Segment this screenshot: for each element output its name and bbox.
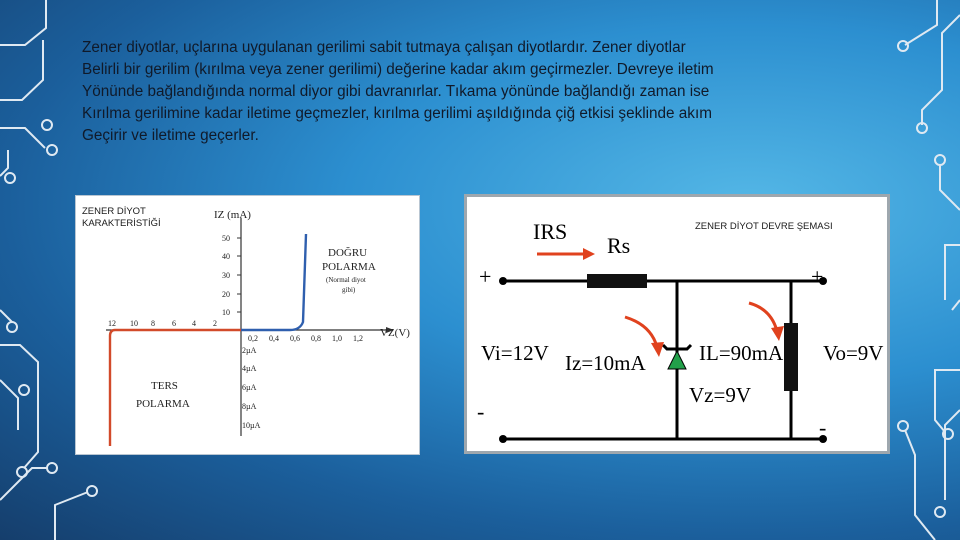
neg-x-tick-label: 8 (151, 319, 155, 328)
output-voltage-label: Vo=9V (823, 341, 884, 365)
input-terminal-top (499, 277, 507, 285)
input-voltage-label: Vi=12V (481, 341, 549, 365)
y-tick-label: 20 (222, 290, 230, 299)
neg-x-tick-label: 6 (172, 319, 176, 328)
load-current-label: IL=90mA (699, 341, 784, 365)
intro-line: Yönünde bağlandığında normal diyor gibi davranırlar. Tıkama yönünde bağlandığı zaman ise (82, 83, 710, 100)
forward-bias-label: DOĞRU (328, 247, 368, 259)
zener-current-label: Iz=10mA (565, 351, 646, 375)
caption-line: KARAKTERİSTİĞİ (82, 218, 161, 229)
iz-arrowhead (651, 342, 664, 357)
irs-arrowhead (583, 248, 595, 260)
y-tick-label: 30 (222, 271, 230, 280)
input-terminal-bottom (499, 435, 507, 443)
y-tick-label: 10 (222, 308, 230, 317)
reverse-current-tick: 6µA (242, 383, 257, 392)
series-resistor (587, 274, 647, 288)
intro-line: Belirli bir gerilim (kırılma veya zener gerilimi) değerine kadar akım geçirmezler. Devreye iletim (82, 61, 714, 78)
zener-diode-symbol (668, 351, 686, 369)
forward-bias-curve (241, 234, 306, 330)
neg-x-tick-label: 2 (213, 319, 217, 328)
y-tick-label: 40 (222, 252, 230, 261)
caption-line: ZENER DİYOT (82, 206, 146, 217)
reverse-current-tick: 4µA (242, 364, 257, 373)
forward-bias-note: gibi) (342, 286, 356, 294)
rs-label: Rs (607, 233, 631, 258)
circuit-caption: ZENER DİYOT DEVRE ŞEMASI (695, 221, 833, 232)
forward-bias-note: (Normal diyot (326, 276, 366, 284)
reverse-current-tick: 10µA (242, 421, 261, 430)
intro-line: Zener diyotlar, uçlarına uygulanan gerilimi sabit tutmaya çalışan diyotlardır. Zener diyotlar (82, 39, 686, 56)
reverse-current-tick: 2µA (242, 346, 257, 355)
load-resistor (784, 323, 798, 391)
pos-x-tick-label: 0,2 (248, 334, 258, 343)
neg-x-tick-label: 12 (108, 319, 116, 328)
pos-x-tick-label: 1,0 (332, 334, 342, 343)
output-minus-label: - (819, 415, 827, 440)
y-axis-label: IZ (mA) (214, 209, 251, 221)
reverse-bias-label: POLARMA (136, 398, 190, 410)
il-arrow (749, 303, 777, 331)
neg-x-tick-label: 4 (192, 319, 196, 328)
x-axis-label: VZ(V) (380, 327, 410, 339)
zener-circuit-figure (464, 194, 890, 454)
circuit-diagram (467, 197, 887, 451)
intro-line: Kırılma gerilimine kadar iletime geçmezler, kırılma gerilimi aşıldığında çiğ etkisi şeklinde akım (82, 105, 712, 122)
iz-arrow (625, 317, 657, 347)
reverse-bias-label: TERS (151, 380, 178, 392)
pos-x-tick-label: 0,8 (311, 334, 321, 343)
pos-x-tick-label: 0,6 (290, 334, 300, 343)
output-plus-label: + (811, 264, 824, 289)
input-plus-label: + (479, 264, 492, 289)
neg-x-tick-label: 10 (130, 319, 138, 328)
irs-label: IRS (533, 219, 568, 244)
il-arrowhead (771, 326, 784, 341)
y-tick-label: 50 (222, 234, 230, 243)
characteristic-graph (76, 196, 421, 456)
forward-bias-label: POLARMA (322, 261, 376, 273)
pos-x-tick-label: 1,2 (353, 334, 363, 343)
reverse-current-tick: 8µA (242, 402, 257, 411)
pos-x-tick-label: 0,4 (269, 334, 279, 343)
intro-line: Geçirir ve iletime geçerler. (82, 127, 259, 144)
zener-voltage-label: Vz=9V (689, 383, 751, 407)
input-minus-label: - (477, 399, 485, 424)
zener-characteristic-figure (75, 195, 420, 455)
intro-paragraph (82, 37, 842, 147)
